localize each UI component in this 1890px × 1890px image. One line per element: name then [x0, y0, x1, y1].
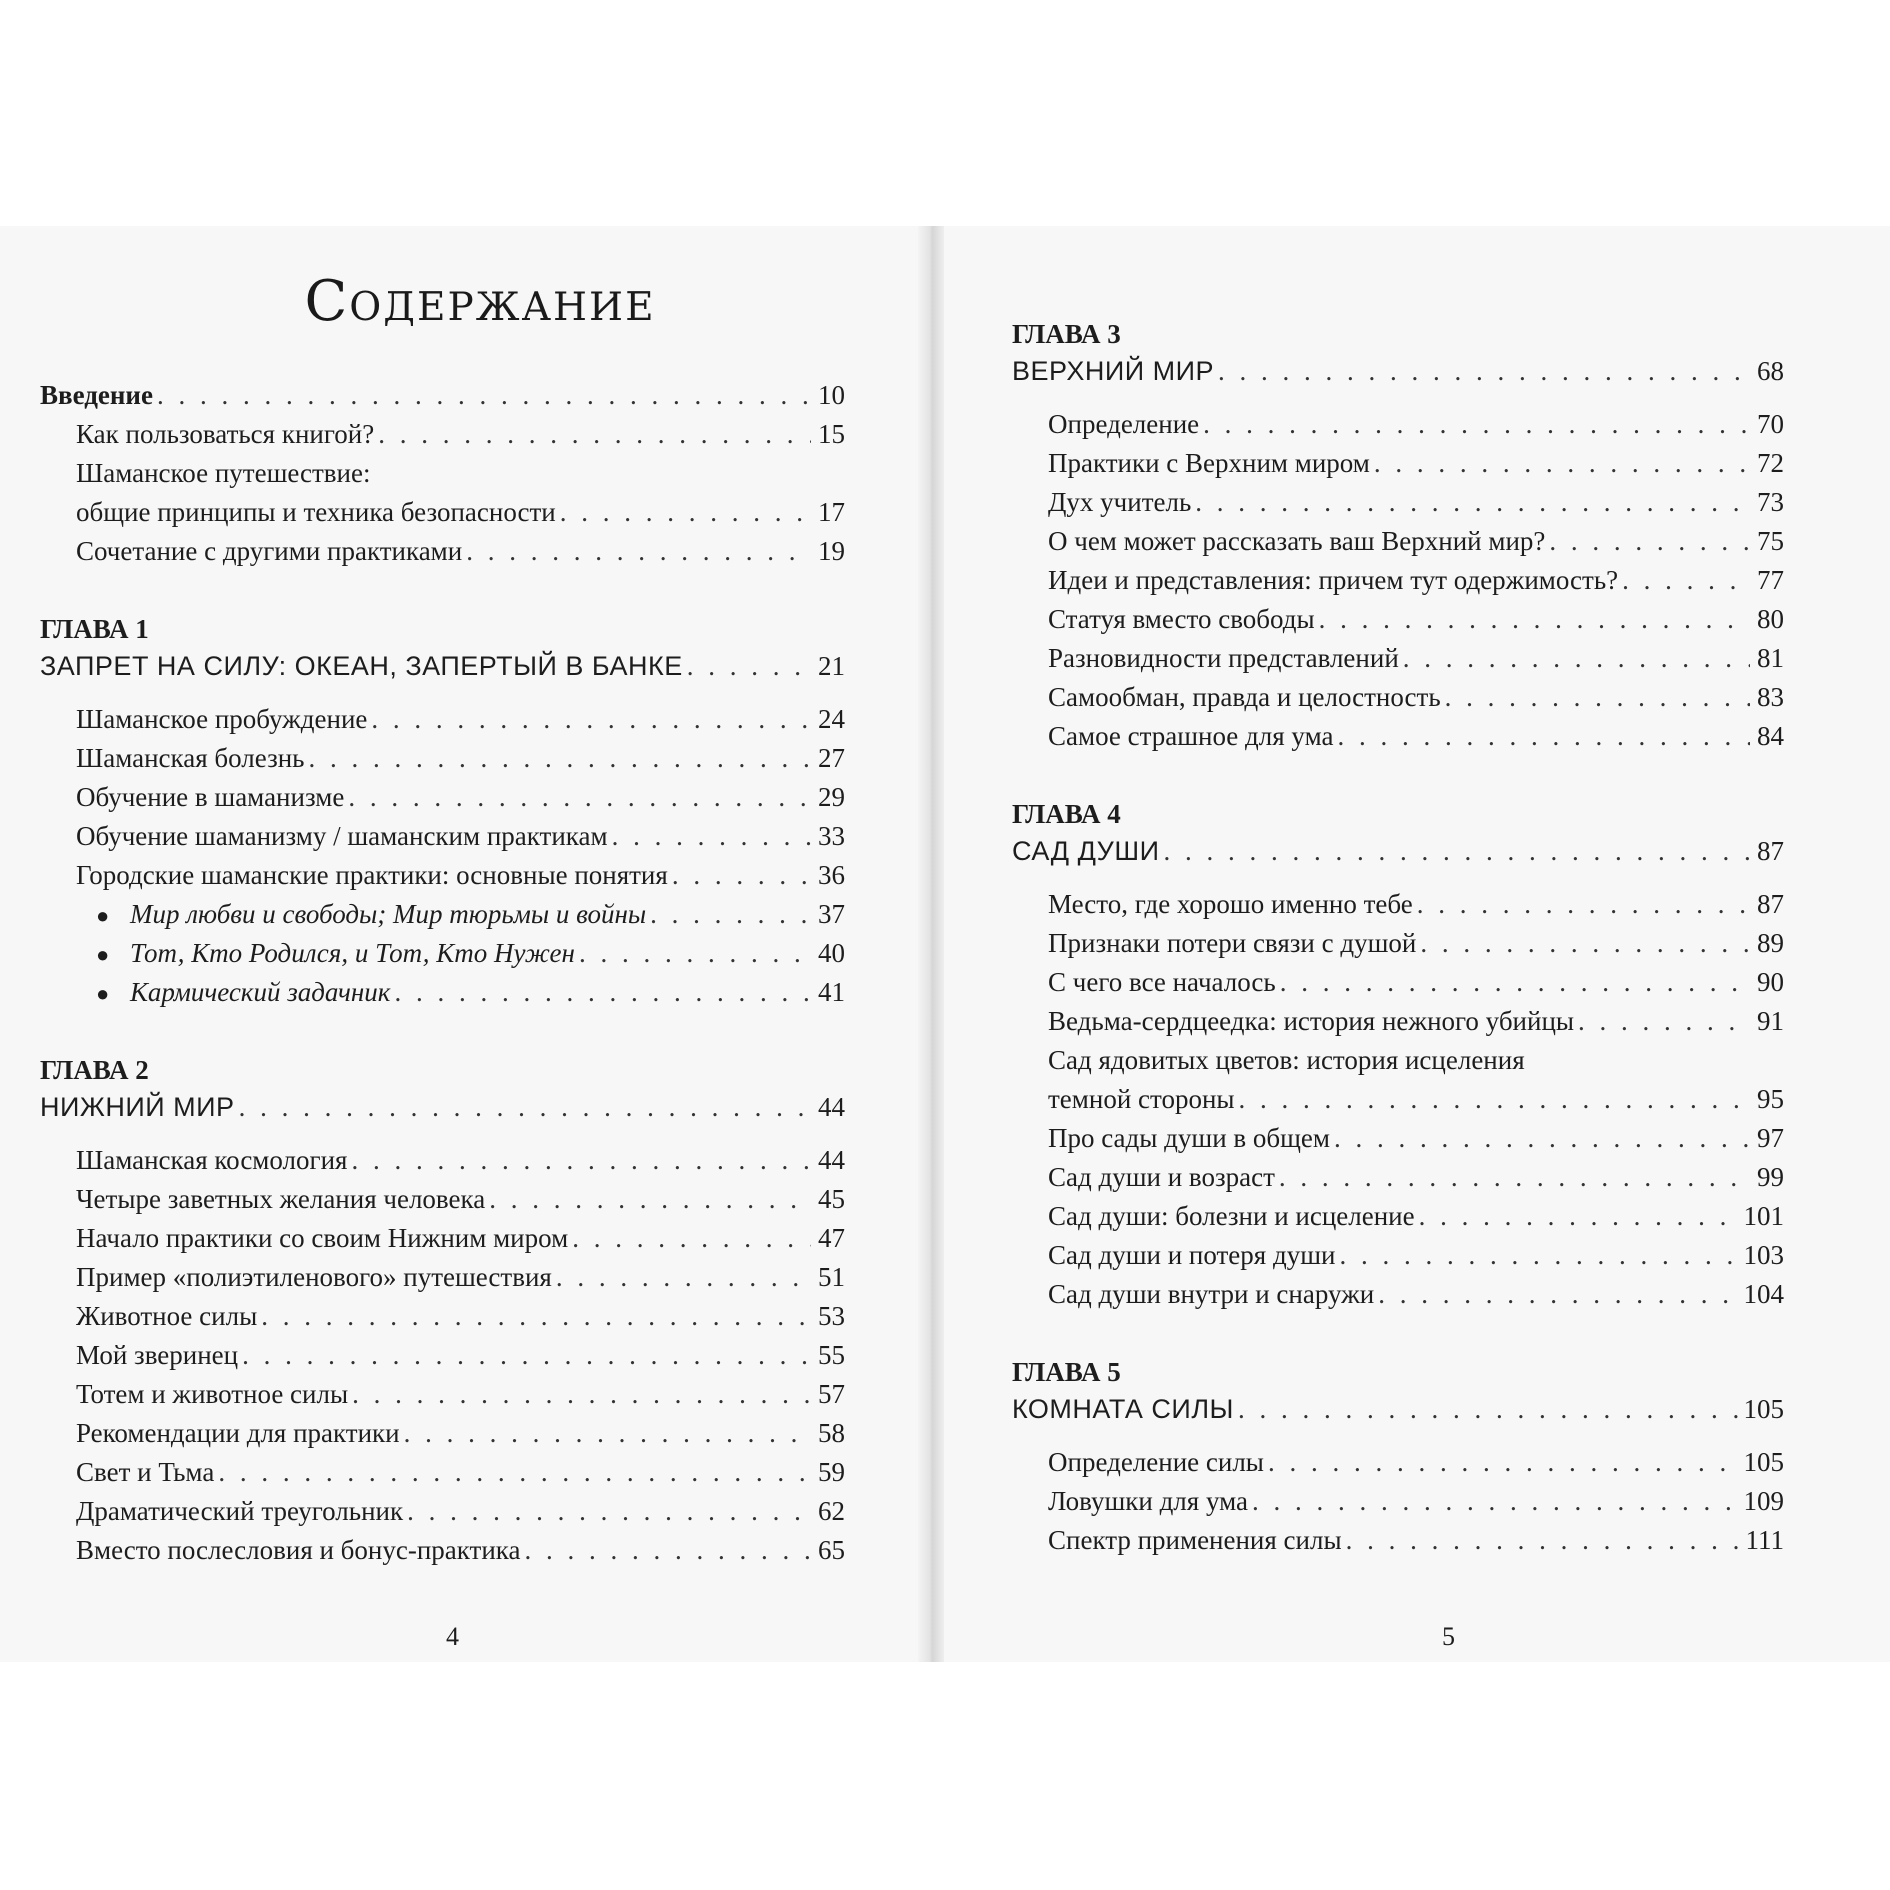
- toc-entry[interactable]: Сад ядовитых цветов: история исцеления: [1048, 1045, 1525, 1075]
- toc-entry[interactable]: Сад души: болезни и исцеление . . . 101: [1012, 1197, 1784, 1236]
- toc-bullet-entry[interactable]: ● Тот, Кто Родился, и Тот, Кто Нужен . . . 40: [40, 934, 845, 973]
- toc-bullet-entry[interactable]: ● Мир любви и свободы; Мир тюрьмы и войны . . . 37: [40, 895, 845, 934]
- toc-entry[interactable]: Шаманская космология . . . 44: [40, 1141, 845, 1180]
- toc-entry[interactable]: Вместо послесловия и бонус-практика . . . 65: [40, 1531, 845, 1570]
- chapter-title[interactable]: ВЕРХНИЙ МИР . . . 68: [1012, 352, 1784, 391]
- toc-right: [1012, 316, 1784, 1560]
- toc-entry[interactable]: Ведьма-сердцеедка: история нежного убийцы . . . 91: [1012, 1002, 1784, 1041]
- toc-entry[interactable]: Мой зверинец . . . 55: [40, 1336, 845, 1375]
- chapter-title[interactable]: ЗАПРЕТ НА СИЛУ: ОКЕАН, ЗАПЕРТЫЙ В БАНКЕ . . . 21: [40, 647, 845, 686]
- toc-entry[interactable]: Четыре заветных желания человека . . . 45: [40, 1180, 845, 1219]
- toc-entry[interactable]: Животное силы . . . 53: [40, 1297, 845, 1336]
- toc-entry[interactable]: Пример «полиэтиленового» путешествия . . . 51: [40, 1258, 845, 1297]
- toc-entry[interactable]: Разновидности представлений . . . 81: [1012, 639, 1784, 678]
- page-title: Содержание: [304, 269, 656, 334]
- bullet-icon: ●: [96, 981, 110, 1006]
- toc-entry[interactable]: Сад души и возраст . . . 99: [1012, 1158, 1784, 1197]
- toc-entry[interactable]: Городские шаманские практики: основные понятия . . . 36: [40, 856, 845, 895]
- chapter-1: [40, 611, 845, 1012]
- chapter-5: [1012, 1354, 1784, 1560]
- book-spread: [0, 226, 1890, 1662]
- toc-entry[interactable]: Сад души и потеря души . . . 103: [1012, 1236, 1784, 1275]
- toc-entry[interactable]: Самообман, правда и целостность . . . 83: [1012, 678, 1784, 717]
- chapter-title[interactable]: НИЖНИЙ МИР . . . 44: [40, 1088, 845, 1127]
- toc-entry[interactable]: Место, где хорошо именно тебе . . . 87: [1012, 885, 1784, 924]
- toc-entry[interactable]: Шаманское пробуждение . . . 24: [40, 700, 845, 739]
- toc-entry[interactable]: Начало практики со своим Нижним миром . . . 47: [40, 1219, 845, 1258]
- toc-bullet-entry[interactable]: ● Кармический задачник . . . 41: [40, 973, 845, 1012]
- right-page: [944, 226, 1890, 1662]
- toc-entry[interactable]: С чего все началось . . . 90: [1012, 963, 1784, 1002]
- book-gutter: [918, 226, 944, 1662]
- bullet-icon: ●: [96, 942, 110, 967]
- chapter-3: [1012, 316, 1784, 756]
- left-page: [0, 226, 918, 1662]
- toc-entry[interactable]: Сад души внутри и снаружи . . . 104: [1012, 1275, 1784, 1314]
- toc-left: [40, 376, 845, 1570]
- toc-entry[interactable]: Дух учитель . . . 73: [1012, 483, 1784, 522]
- toc-entry[interactable]: темной стороны . . . 95: [1012, 1080, 1784, 1119]
- toc-entry[interactable]: Идеи и представления: причем тут одержимость? . . . 77: [1012, 561, 1784, 600]
- toc-entry[interactable]: Самое страшное для ума . . . 84: [1012, 717, 1784, 756]
- chapter-label: ГЛАВА 5: [1012, 1357, 1121, 1387]
- toc-entry[interactable]: Признаки потери связи с душой . . . 89: [1012, 924, 1784, 963]
- toc-entry[interactable]: Свет и Тьма . . . 59: [40, 1453, 845, 1492]
- toc-entry[interactable]: Обучение шаманизму / шаманским практикам . . . 33: [40, 817, 845, 856]
- toc-entry[interactable]: Статуя вместо свободы . . . 80: [1012, 600, 1784, 639]
- toc-entry[interactable]: Практики с Верхним миром . . . 72: [1012, 444, 1784, 483]
- chapter-label: ГЛАВА 4: [1012, 799, 1121, 829]
- chapter-label: ГЛАВА 3: [1012, 319, 1121, 349]
- toc-entry[interactable]: общие принципы и техника безопасности . . . 17: [40, 493, 845, 532]
- toc-entry[interactable]: Определение силы . . . 105: [1012, 1443, 1784, 1482]
- toc-entry[interactable]: Рекомендации для практики . . . 58: [40, 1414, 845, 1453]
- chapter-2: [40, 1052, 845, 1570]
- toc-entry[interactable]: Драматический треугольник . . . 62: [40, 1492, 845, 1531]
- bullet-icon: ●: [96, 903, 110, 928]
- toc-entry[interactable]: Определение . . . 70: [1012, 405, 1784, 444]
- chapter-label: ГЛАВА 1: [40, 614, 149, 644]
- toc-entry[interactable]: Шаманская болезнь . . . 27: [40, 739, 845, 778]
- toc-entry[interactable]: Про сады души в общем . . . 97: [1012, 1119, 1784, 1158]
- intro-section: [40, 376, 845, 571]
- toc-entry[interactable]: О чем может рассказать ваш Верхний мир? . . . 75: [1012, 522, 1784, 561]
- page-number: 5: [1442, 1622, 1455, 1651]
- chapter-label: ГЛАВА 2: [40, 1055, 149, 1085]
- page-number: 4: [446, 1622, 459, 1651]
- toc-entry[interactable]: Спектр применения силы . . . 111: [1012, 1521, 1784, 1560]
- toc-entry[interactable]: Сочетание с другими практиками . . . 19: [40, 532, 845, 571]
- toc-entry-intro[interactable]: Введение . . . 10: [40, 376, 845, 415]
- chapter-title[interactable]: КОМНАТА СИЛЫ . . . 105: [1012, 1390, 1784, 1429]
- chapter-title[interactable]: САД ДУШИ . . . 87: [1012, 832, 1784, 871]
- toc-entry[interactable]: Обучение в шаманизме . . . 29: [40, 778, 845, 817]
- chapter-4: [1012, 796, 1784, 1314]
- toc-entry[interactable]: Ловушки для ума . . . 109: [1012, 1482, 1784, 1521]
- toc-entry[interactable]: Шаманское путешествие:: [76, 458, 371, 488]
- toc-entry[interactable]: Тотем и животное силы . . . 57: [40, 1375, 845, 1414]
- toc-entry[interactable]: Как пользоваться книгой? . . . 15: [40, 415, 845, 454]
